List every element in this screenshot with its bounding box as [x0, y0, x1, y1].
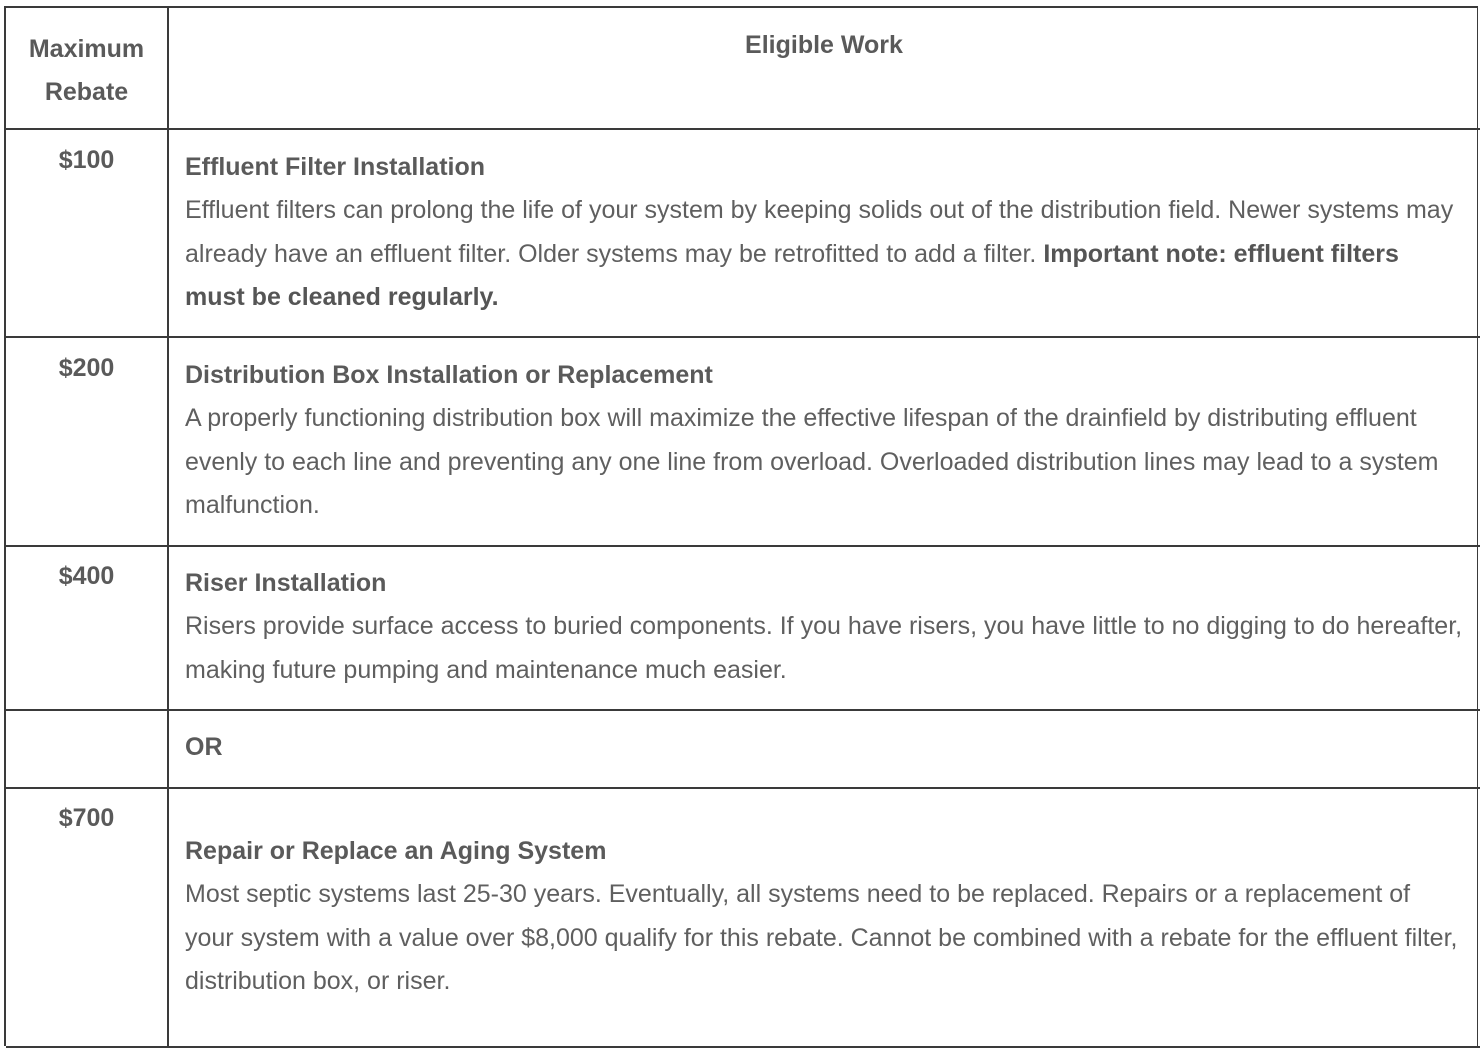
- row-divider: [6, 1046, 1480, 1048]
- row-divider: [6, 128, 1480, 130]
- rebate-amount: $400: [58, 562, 115, 590]
- work-description-text: Effluent filters can prolong the life of your system by keeping solids out of the distribution field. Newer systems may already have an effluent filter. Older systems may be retrofitted to add a filter.: [185, 196, 1454, 268]
- row-divider: [6, 787, 1480, 789]
- work-description: [185, 189, 1465, 320]
- row-divider: [6, 709, 1480, 711]
- work-description: Risers provide surface access to buried components. If you have risers, you have little to no digging to do hereafter, making future pumping and maintenance much easier.: [185, 612, 1463, 684]
- eligible-work-cell: [185, 146, 1465, 320]
- rebate-amount: $200: [58, 354, 115, 382]
- work-title: Riser Installation: [185, 569, 387, 597]
- column-divider: [167, 8, 169, 1048]
- eligible-work-cell: [185, 726, 1465, 769]
- work-title: Distribution Box Installation or Replacement: [185, 361, 713, 389]
- eligible-work-cell: [185, 354, 1465, 528]
- eligible-work-cell: [185, 830, 1465, 1004]
- important-note: Important note: effluent filters must be cleaned regularly.: [185, 239, 1399, 311]
- work-description: A properly functioning distribution box will maximize the effective lifespan of the drainfield by distributing effluent evenly to each line and preventing any one line from overload. Overloaded distribution lines may lead to a system malfunction.: [185, 404, 1439, 519]
- work-title: Repair or Replace an Aging System: [185, 837, 607, 865]
- work-title: Effluent Filter Installation: [185, 153, 486, 181]
- row-divider: [6, 336, 1480, 338]
- or-separator: OR: [185, 733, 223, 761]
- rebate-amount: $100: [58, 146, 115, 174]
- work-description: Most septic systems last 25-30 years. Eventually, all systems need to be replaced. Repairs or a replacement of your system with a value over $8,000 qualify for this rebate. Cannot be combined with a rebate for the effluent filter, distribution box, or riser.: [185, 880, 1458, 995]
- rebate-table: [4, 6, 1478, 1046]
- header-eligible-work: Eligible Work: [745, 31, 903, 59]
- rebate-amount: $700: [58, 804, 115, 832]
- row-divider: [6, 545, 1480, 547]
- eligible-work-cell: [185, 562, 1465, 692]
- header-maximum-rebate: Maximum Rebate: [28, 35, 145, 106]
